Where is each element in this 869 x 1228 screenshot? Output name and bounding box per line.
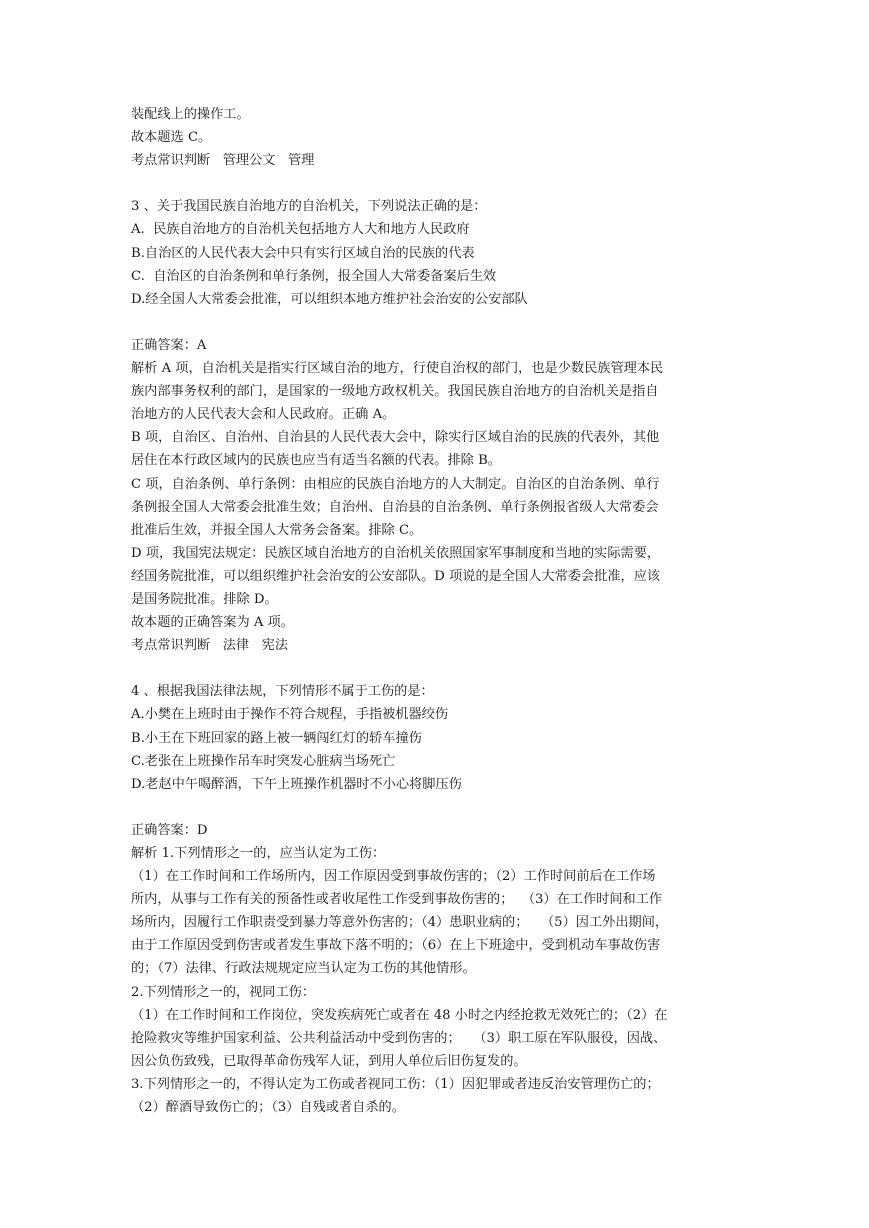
text-line: 的；（7）法律、行政法规规定应当认定为工伤的其他情形。	[131, 961, 476, 977]
text-line: C 项，自治条例、单行条例：由相应的民族自治地方的人大制定。自治区的自治条例、单行	[131, 476, 660, 492]
text-line: B 项，自治区、自治州、自治县的人民代表大会中，除实行区域自治的民族的代表外，其他	[131, 430, 660, 446]
text-line: 条例报全国人大常委会批准生效；自治州、自治县的自治条例、单行条例报省级人大常委会	[131, 499, 659, 515]
text-line: 故本题的正确答案为 A 项。	[131, 615, 294, 631]
text-line: 抢险救灾等维护国家利益、公共利益活动中受到伤害的； （3）职工原在军队服役，因战、	[131, 1030, 667, 1046]
text-line: 考点常识判断 法律 宪法	[131, 638, 289, 654]
blank-line	[131, 796, 743, 819]
text-line: 考点常识判断 管理公文 管理	[131, 153, 315, 169]
text-line: （2）醉酒导致伤亡的；（3）自残或者自杀的。	[131, 1100, 405, 1116]
document-body	[131, 103, 743, 1119]
text-line: 3.下列情形之一的，不得认定为工伤或者视同工伤：（1）因犯罪或者违反治安管理伤亡的；	[131, 1076, 660, 1092]
text-line: 解析 1.下列情形之一的，应当认定为工伤：	[131, 846, 386, 861]
text-line: 因公负伤致残，已取得革命伤残军人证，到用人单位后旧伤复发的。	[131, 1053, 527, 1069]
blank-line	[131, 657, 743, 680]
text-line: D 项，我国宪法规定：民族区域自治地方的自治机关依照国家军事制度和当地的实际需要，	[131, 545, 661, 561]
text-line: 场所内，因履行工作职责受到暴力等意外伤害的；（4）患职业病的； （5）因工外出期间，	[131, 915, 669, 931]
text-line: 故本题选 C。	[131, 130, 212, 146]
text-line: 装配线上的操作工。	[131, 107, 250, 122]
question-3-option-c: C. 自治区的自治条例和单行条例，报全国人大常委备案后生效	[131, 268, 497, 284]
question-3-answer: 正确答案：A	[131, 337, 207, 353]
blank-line	[131, 172, 743, 195]
text-line: 批准后生效，并报全国人大常务会备案。排除 C。	[131, 522, 423, 538]
text-line: 治地方的人民代表大会和人民政府。正确 A。	[131, 407, 396, 423]
question-3-stem: 3 、关于我国民族自治地方的自治机关，下列说法正确的是：	[131, 199, 487, 215]
question-3-option-a: A. 民族自治地方的自治机关包括地方人大和地方人民政府	[131, 222, 470, 238]
text-line: 由于工作原因受到伤害或者发生事故下落不明的；（6）在上下班途中，受到机动车事故伤害	[131, 938, 661, 954]
question-4-option-b: B.小王在下班回家的路上被一辆闯红灯的轿车撞伤	[131, 730, 422, 746]
blank-line	[131, 311, 743, 334]
question-4-option-a: A.小樊在上班时由于操作不符合规程，手指被机器绞伤	[131, 707, 449, 723]
text-line: （1）在工作时间和工作岗位，突发疾病死亡或者在 48 小时之内经抢救无效死亡的；（2）在	[131, 1007, 668, 1023]
question-4-option-d: D.老赵中午喝醉酒，下午上班操作机器时不小心将脚压伤	[131, 776, 462, 792]
text-line: 2.下列情形之一的，视同工伤：	[131, 984, 316, 1000]
question-3-option-b: B.自治区的人民代表大会中只有实行区域自治的民族的代表	[131, 245, 475, 261]
text-line: 所内，从事与工作有关的预备性或者收尾性工作受到事故伤害的； （3）在工作时间和工作	[131, 892, 663, 908]
text-line: 是国务院批准。排除 D。	[131, 591, 278, 607]
question-4-answer: 正确答案：D	[131, 822, 208, 838]
text-line: （1）在工作时间和工作场所内，因工作原因受到事故伤害的；（2）工作时间前后在工作场	[131, 869, 656, 885]
question-3-option-d: D.经全国人大常委会批准，可以组织本地方维护社会治安的公安部队	[131, 291, 528, 307]
text-line: 经国务院批准，可以组织维护社会治安的公安部队。D 项说的是全国人大常委会批准，应该	[131, 568, 661, 584]
question-4-stem: 4 、根据我国法律法规，下列情形不属于工伤的是：	[131, 684, 434, 700]
question-4-option-c: C.老张在上班操作吊车时突发心脏病当场死亡	[131, 753, 396, 769]
text-line: 族内部事务权利的部门，是国家的一级地方政权机关。我国民族自治地方的自治机关是指自	[131, 384, 659, 400]
text-line: 居住在本行政区域内的民族也应当有适当名额的代表。排除 B。	[131, 453, 501, 469]
text-line: 解析 A 项，自治机关是指实行区域自治的地方，行使自治权的部门，也是少数民族管理本民	[131, 361, 664, 377]
